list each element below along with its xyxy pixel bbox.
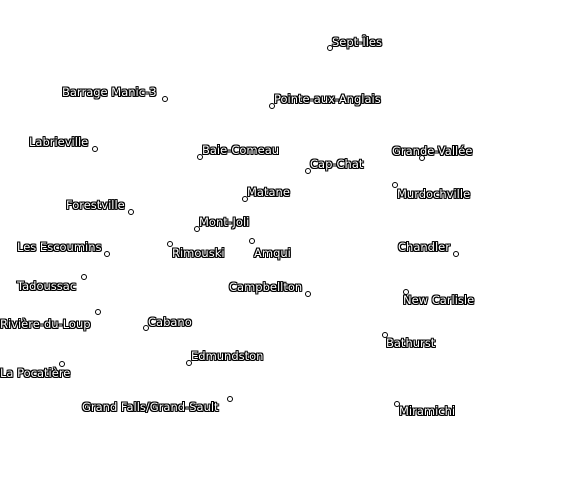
place-label: Sept-Îles (332, 35, 382, 49)
place-label: Les Escoumins (17, 240, 102, 254)
place-label: La Pocatière (0, 366, 71, 380)
place-label: Forestville (66, 198, 125, 212)
place-label: Labrieville (29, 135, 89, 149)
place-label: Matane (247, 185, 290, 199)
place-label: Bathurst (386, 336, 436, 350)
circle-marker-icon (128, 209, 134, 215)
circle-marker-icon (162, 96, 168, 102)
place-label: Cap-Chat (310, 157, 364, 171)
place-label: Baie-Comeau (202, 143, 280, 157)
circle-marker-icon (305, 291, 311, 297)
place-label: Miramichi (399, 404, 456, 418)
place-label: Grand Falls/Grand-Sault (82, 400, 219, 414)
place-label: Grande-Vallée (392, 144, 473, 158)
place-label: Rimouski (172, 246, 225, 260)
circle-marker-icon (104, 251, 110, 257)
circle-marker-icon (81, 274, 87, 280)
place-label: Cabano (148, 315, 192, 329)
place-label: Tadoussac (17, 279, 77, 293)
place-label: Chandler (398, 240, 450, 254)
circle-marker-icon (227, 396, 233, 402)
place-label: Pointe-aux-Anglais (274, 92, 381, 106)
place-label: Mont-Joli (199, 215, 250, 229)
place-label: Amqui (254, 246, 291, 260)
place-label: New Carlisle (403, 293, 475, 307)
circle-marker-icon (95, 309, 101, 315)
place-label: Rivière-du-Loup (0, 317, 91, 331)
place-label: Murdochville (397, 187, 471, 201)
circle-marker-icon (92, 146, 98, 152)
circle-marker-icon (453, 251, 459, 257)
circle-marker-icon (249, 238, 255, 244)
place-label: Edmundston (191, 349, 264, 363)
place-label: Barrage Manic-3 (62, 85, 157, 99)
place-label: Campbellton (229, 280, 303, 294)
